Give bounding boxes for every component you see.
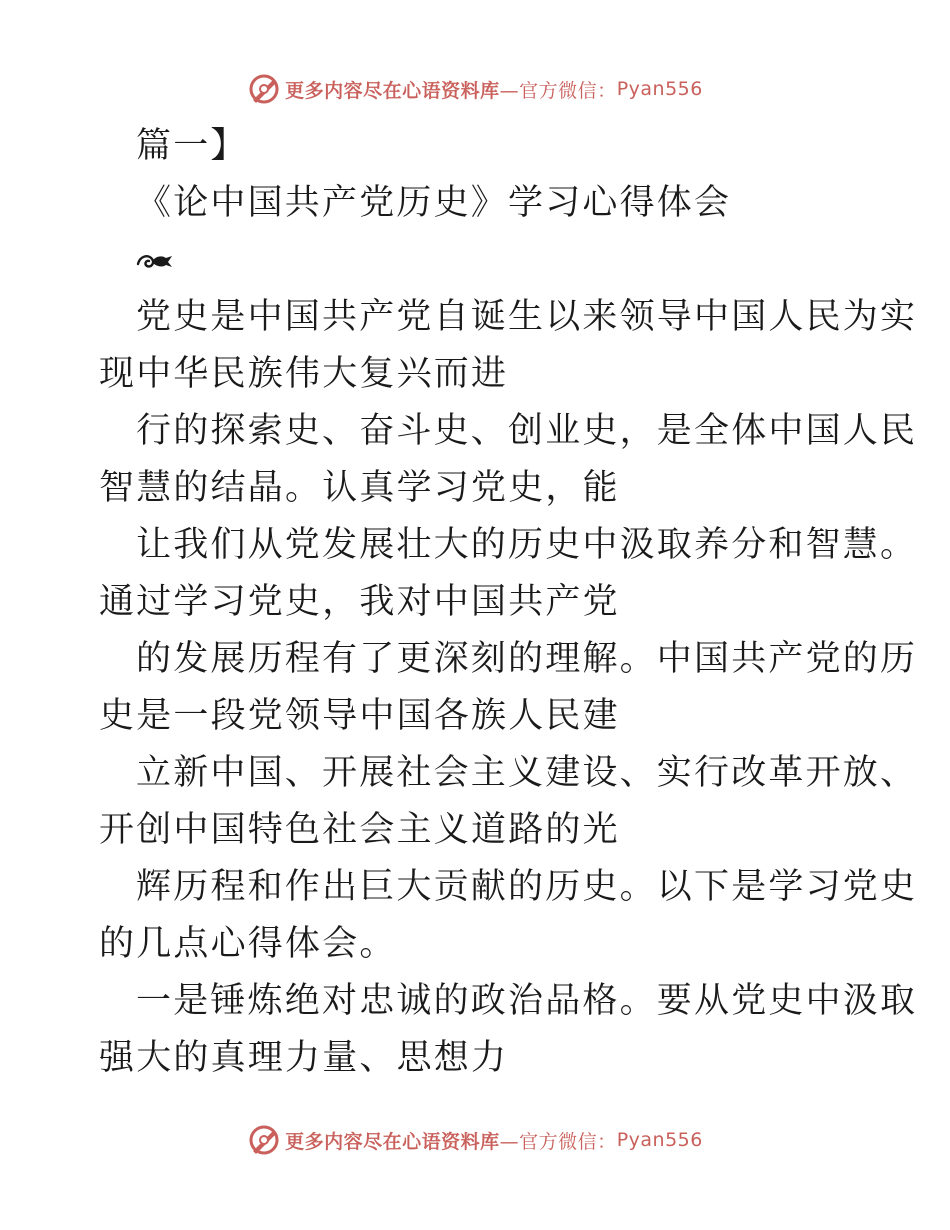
document-body	[99, 118, 918, 1087]
pen-logo-icon	[247, 1123, 281, 1157]
paragraph-line: 史是一段党领导中国各族人民建	[99, 696, 620, 736]
paragraph-line: 的几点心得体会。	[99, 924, 397, 964]
page-header-watermark	[0, 72, 950, 106]
paragraph-line: 一是锤炼绝对忠诚的政治品格。要从党史中汲取	[136, 981, 918, 1021]
paragraph-line: 智慧的结晶。认真学习党史，能	[99, 468, 620, 508]
paragraph-line: 的发展历程有了更深刻的理解。中国共产党的历	[136, 639, 918, 679]
header-wechat-id: Pyan556	[616, 78, 703, 100]
paragraph-line: 通过学习党史，我对中国共产党	[99, 582, 620, 622]
footer-wechat-id: Pyan556	[616, 1129, 703, 1151]
paragraph-line: 让我们从党发展壮大的历史中汲取养分和智慧。	[136, 525, 918, 565]
paragraph-line: 现中华民族伟大复兴而进	[99, 354, 509, 394]
paragraph-line: 强大的真理力量、思想力	[99, 1038, 509, 1078]
header-official-text: —官方微信：	[499, 79, 617, 102]
section-label: 篇一】	[136, 126, 248, 166]
ornament	[99, 232, 859, 289]
header-brand-text: 更多内容尽在心语资料库	[285, 79, 500, 102]
page-footer-watermark	[0, 1123, 950, 1157]
document-title: 《论中国共产党历史》学习心得体会	[136, 183, 732, 223]
footer-brand-text: 更多内容尽在心语资料库	[285, 1130, 500, 1153]
paragraph-line: 行的探索史、奋斗史、创业史，是全体中国人民	[136, 411, 918, 451]
footer-official-text: —官方微信：	[499, 1130, 617, 1153]
paragraph-line: 立新中国、开展社会主义建设、实行改革开放、	[136, 753, 918, 793]
paragraph-line: 党史是中国共产党自诞生以来领导中国人民为实	[136, 297, 918, 337]
pen-logo-icon	[247, 72, 281, 106]
paragraph-line: 开创中国特色社会主义道路的光	[99, 810, 620, 850]
fleuron-icon	[136, 250, 174, 272]
paragraph-line: 辉历程和作出巨大贡献的历史。以下是学习党史	[136, 867, 918, 907]
